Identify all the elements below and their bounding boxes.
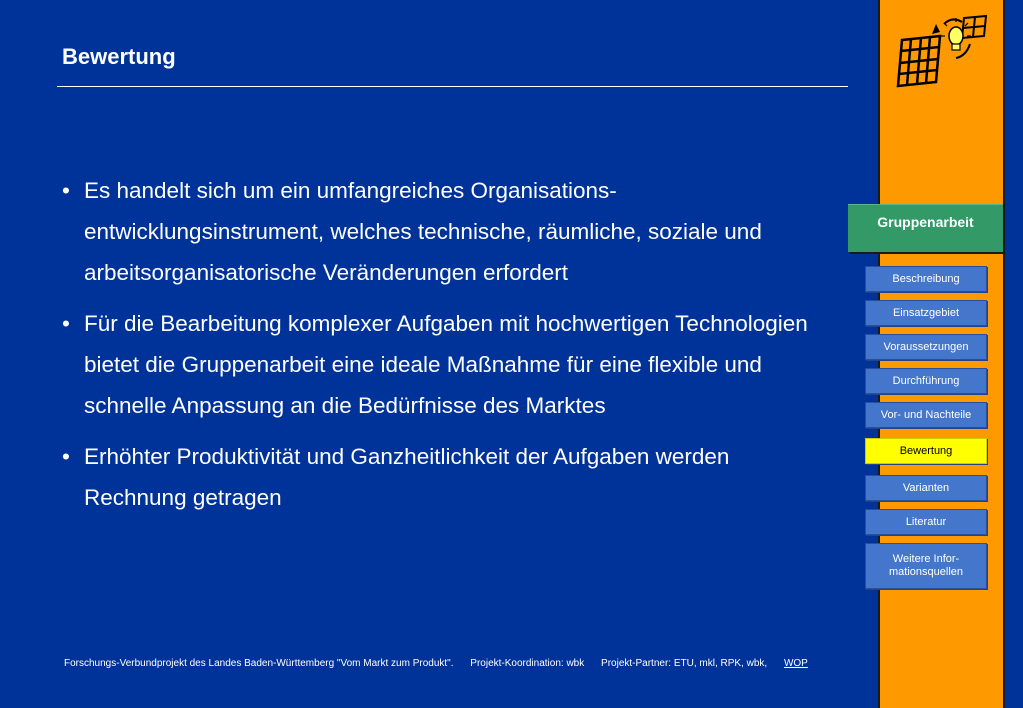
nav-button-literatur[interactable]: Literatur: [865, 509, 987, 535]
bullet-item: [62, 170, 822, 293]
footer-partners: Projekt-Partner: ETU, mkl, RPK, wbk, WOP: [601, 658, 808, 669]
bullet-item: [62, 436, 822, 518]
nav-button-weitere-informationsquellen[interactable]: Weitere Infor- mationsquellen: [865, 543, 987, 589]
title-divider: [57, 86, 848, 87]
nav-button-durchfuehrung[interactable]: Durchführung: [865, 368, 987, 394]
bullet-text: Erhöhter Produktivität und Ganzheitlichkeit der Aufgaben werden Rechnung getragen: [84, 444, 730, 510]
bullet-dot-icon: •: [62, 444, 70, 469]
bullet-dot-icon: •: [62, 178, 70, 203]
footer: [64, 658, 822, 669]
right-edge: [1005, 0, 1023, 708]
page-title: Bewertung: [62, 44, 176, 69]
bullet-list: [62, 170, 822, 528]
bullet-item: [62, 303, 822, 426]
section-button-gruppenarbeit[interactable]: Gruppenarbeit: [848, 204, 1003, 252]
nav-button-voraussetzungen[interactable]: Voraussetzungen: [865, 334, 987, 360]
footer-project: Forschungs-Verbundprojekt des Landes Baden-Württemberg "Vom Markt zum Produkt".: [64, 658, 454, 669]
nav-button-einsatzgebiet[interactable]: Einsatzgebiet: [865, 300, 987, 326]
bullet-text: Es handelt sich um ein umfangreiches Organisations-entwicklungsinstrument, welches technische, räumliche, soziale und arbeitsorganisatorische Veränderungen erfordert: [84, 178, 762, 285]
nav-button-bewertung[interactable]: Bewertung: [865, 438, 987, 464]
team-grid-lightbulb-logo-icon: [892, 14, 990, 90]
bullet-text: Für die Bearbeitung komplexer Aufgaben mit hochwertigen Technologien bietet die Gruppenarbeit eine ideale Maßnahme für eine flexible und schnelle Anpassung an die Bedürfnisse des Marktes: [84, 311, 808, 418]
nav-button-beschreibung[interactable]: Beschreibung: [865, 266, 987, 292]
wop-link[interactable]: WOP: [783, 658, 808, 669]
nav-button-varianten[interactable]: Varianten: [865, 475, 987, 501]
bullet-dot-icon: •: [62, 311, 70, 336]
footer-coordination: Projekt-Koordination: wbk: [470, 658, 585, 669]
nav-button-vor-und-nachteile[interactable]: Vor- und Nachteile: [865, 402, 987, 428]
